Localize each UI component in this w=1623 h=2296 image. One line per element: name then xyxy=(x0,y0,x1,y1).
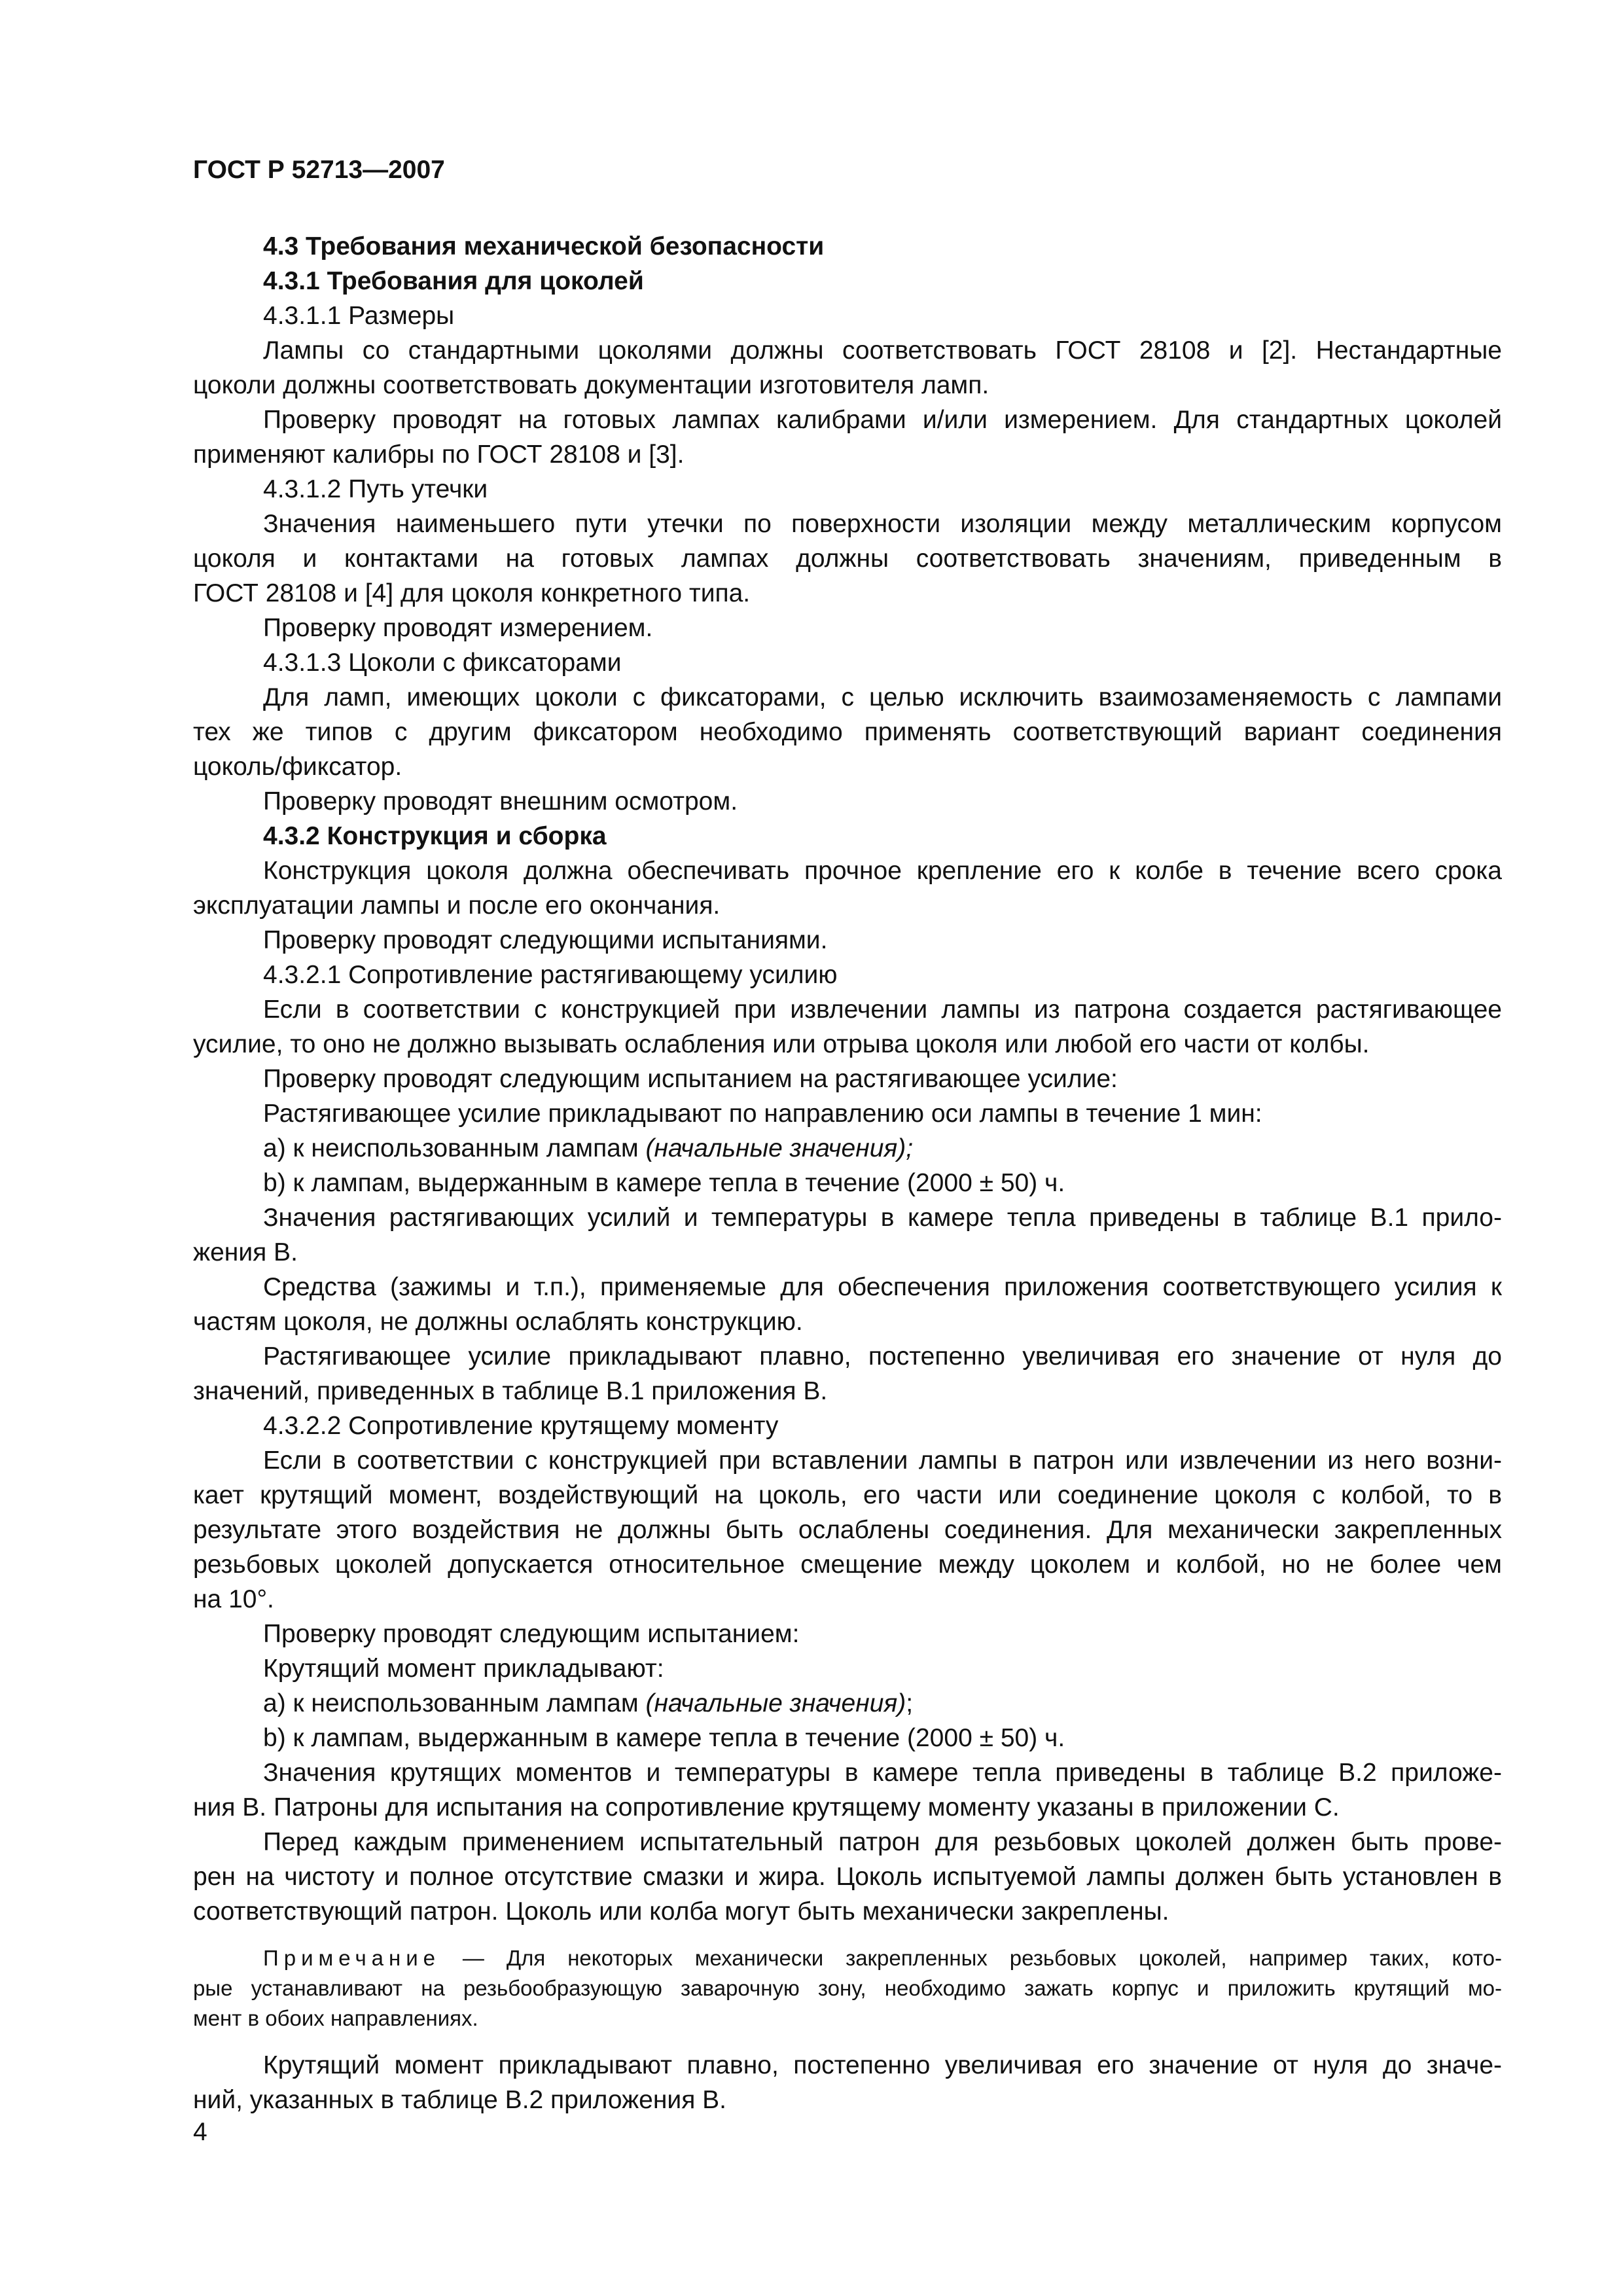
paragraph-line: Проверку проводят на готовых лампах калибрами и/или измерением. Для стандартных цоколей xyxy=(263,406,1502,434)
note-line: мент в обоих направлениях. xyxy=(193,2006,478,2030)
note-block xyxy=(193,1943,1502,2034)
page-number: 4 xyxy=(193,2118,207,2146)
paragraph-line: тех же типов с другим фиксатором необходимо применять соответствующий вариант соединения xyxy=(193,718,1502,746)
paragraph-line: ГОСТ 28108 и [4] для цоколя конкретного типа. xyxy=(193,579,751,607)
paragraph-line: кает крутящий момент, воздействующий на цоколь, его части или соединение цоколя с колбой, то в xyxy=(193,1481,1502,1509)
paragraph-line: Если в соответствии с конструкцией при извлечении лампы из патрона создается растягивающее xyxy=(263,996,1502,1024)
paragraph-line: Если в соответствии с конструкцией при вставлении лампы в патрон или извлечении из него возни- xyxy=(263,1446,1502,1475)
list-item-b: b) к лампам, выдержанным в камере тепла в течение (2000 ± 50) ч. xyxy=(263,1169,1065,1197)
paragraph-line: усилие, то оно не должно вызывать ослабления или отрыва цоколя или любой его части от колбы. xyxy=(193,1030,1370,1058)
clause-heading-4-3-1-3: 4.3.1.3 Цоколи с фиксаторами xyxy=(263,649,622,677)
document-header: ГОСТ Р 52713—2007 xyxy=(193,156,445,184)
paragraph-line: Проверку проводят измерением. xyxy=(263,614,653,642)
paragraph-line: Крутящий момент прикладывают плавно, постепенно увеличивая его значение от нуля до значе- xyxy=(263,2051,1502,2079)
clause-heading-4-3-2-1: 4.3.2.1 Сопротивление растягивающему усилию xyxy=(263,961,838,989)
paragraph-line: применяют калибры по ГОСТ 28108 и [3]. xyxy=(193,440,685,469)
paragraph-line: ния В. Патроны для испытания на сопротивление крутящему моменту указаны в приложении С. xyxy=(193,1793,1340,1821)
list-item-punctuation: ; xyxy=(906,1689,914,1717)
list-item-b: b) к лампам, выдержанным в камере тепла в течение (2000 ± 50) ч. xyxy=(263,1724,1065,1752)
paragraph-line: жения В. xyxy=(193,1238,298,1266)
subsection-heading-4-3-1: 4.3.1 Требования для цоколей xyxy=(263,267,644,295)
paragraph-line: Растягивающее усилие прикладывают плавно, постепенно увеличивая его значение от нуля до xyxy=(263,1342,1502,1371)
paragraph-line: Проверку проводят внешним осмотром. xyxy=(263,787,738,816)
paragraph-line: Средства (зажимы и т.п.), применяемые для обеспечения приложения соответствующего усилия к xyxy=(263,1273,1502,1301)
paragraph-line: Растягивающее усилие прикладывают по направлению оси лампы в течение 1 мин: xyxy=(263,1100,1262,1128)
paragraph-line: Значения растягивающих усилий и температуры в камере тепла приведены в таблице В.1 прило- xyxy=(263,1204,1502,1232)
clause-heading-4-3-1-1: 4.3.1.1 Размеры xyxy=(263,302,455,330)
paragraph-line: Проверку проводят следующим испытанием на растягивающее усилие: xyxy=(263,1065,1118,1093)
list-item-a xyxy=(193,1131,1502,1166)
list-item-text: a) к неиспользованным лампам xyxy=(263,1134,646,1162)
paragraph-line: Для ламп, имеющих цоколи с фиксаторами, с целью исключить взаимозаменяемость с лампами xyxy=(263,683,1502,711)
section-heading-4-3: 4.3 Требования механической безопасности xyxy=(263,232,825,260)
paragraph-line: на 10°. xyxy=(193,1585,274,1613)
paragraph-line: Лампы со стандартными цоколями должны соответствовать ГОСТ 28108 и [2]. Нестандартные xyxy=(263,336,1502,365)
paragraph-line: цоколи должны соответствовать документации изготовителя ламп. xyxy=(193,371,990,399)
paragraph-line: Проверку проводят следующими испытаниями. xyxy=(263,926,828,954)
paragraph-line: резьбовых цоколей допускается относительное смещение между цоколем и колбой, но не более чем xyxy=(193,1551,1502,1579)
clause-heading-4-3-1-2: 4.3.1.2 Путь утечки xyxy=(263,475,488,503)
paragraph-line: Конструкция цоколя должна обеспечивать прочное крепление его к колбе в течение всего срока xyxy=(263,857,1502,885)
document-body xyxy=(193,229,1502,2117)
paragraph-line: рен на чистоту и полное отсутствие смазки и жира. Цоколь испытуемой лампы должен быть установлен в xyxy=(193,1863,1502,1891)
subsection-heading-4-3-2: 4.3.2 Конструкция и сборка xyxy=(263,822,607,850)
paragraph-line: значений, приведенных в таблице В.1 приложения В. xyxy=(193,1377,828,1405)
list-item-a xyxy=(193,1686,1502,1721)
list-item-italic-text: (начальные значения) xyxy=(645,1689,906,1717)
paragraph-line: результате этого воздействия не должны быть ослаблены соединения. Для механически закрепленных xyxy=(193,1516,1502,1544)
paragraph-line: цоколь/фиксатор. xyxy=(193,753,402,781)
note-line: рые устанавливают на резьбообразующую заварочную зону, необходимо зажать корпус и приложить крутящий мо- xyxy=(193,1976,1502,2000)
note-line xyxy=(193,1943,1502,1973)
note-text: — Для некоторых механически закрепленных резьбовых цоколей, например таких, кото- xyxy=(440,1946,1502,1970)
paragraph-line: цоколя и контактами на готовых лампах должны соответствовать значениям, приведенным в xyxy=(193,545,1502,573)
paragraph-line: Перед каждым применением испытательный патрон для резьбовых цоколей должен быть прове- xyxy=(263,1828,1502,1856)
paragraph-line: эксплуатации лампы и после его окончания. xyxy=(193,891,721,920)
note-label: Примечание xyxy=(263,1946,441,1970)
paragraph-line: Проверку проводят следующим испытанием: xyxy=(263,1620,800,1648)
paragraph-line: Значения наименьшего пути утечки по поверхности изоляции между металлическим корпусом xyxy=(263,510,1502,538)
paragraph-line: частям цоколя, не должны ослаблять конструкцию. xyxy=(193,1308,803,1336)
list-item-text: a) к неиспользованным лампам xyxy=(263,1689,646,1717)
paragraph-line: соответствующий патрон. Цоколь или колба могут быть механически закреплены. xyxy=(193,1897,1169,1926)
list-item-italic-text: (начальные значения); xyxy=(645,1134,914,1162)
paragraph-line: Значения крутящих моментов и температуры в камере тепла приведены в таблице В.2 приложе- xyxy=(263,1759,1502,1787)
clause-heading-4-3-2-2: 4.3.2.2 Сопротивление крутящему моменту xyxy=(263,1412,779,1440)
paragraph-line: ний, указанных в таблице В.2 приложения В. xyxy=(193,2086,727,2114)
paragraph-line: Крутящий момент прикладывают: xyxy=(263,1655,664,1683)
